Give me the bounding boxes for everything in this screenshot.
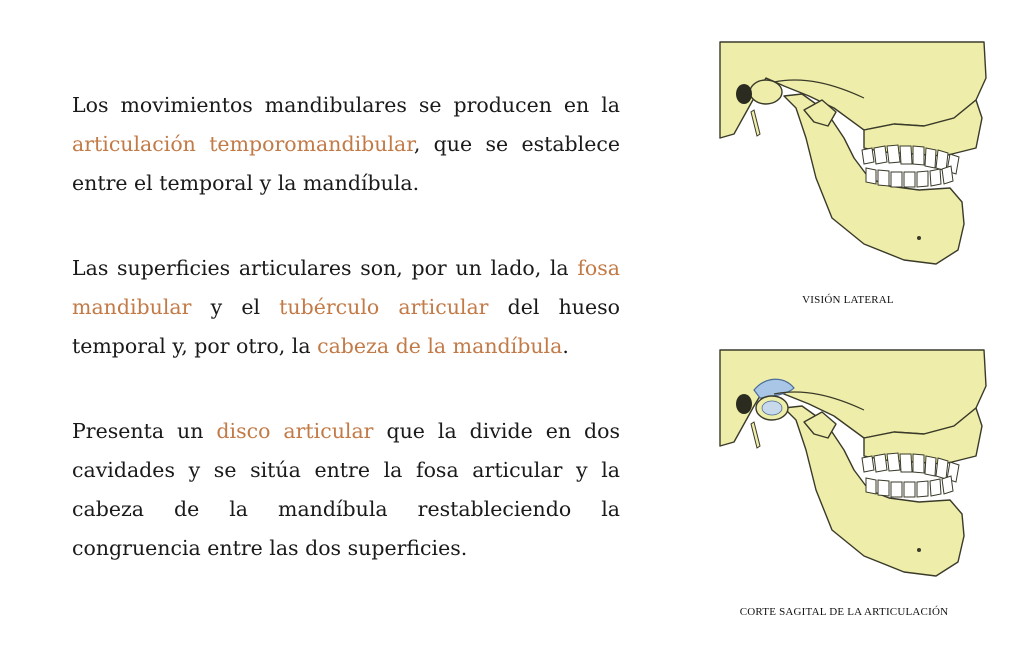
paragraph-1 bbox=[72, 86, 620, 203]
paragraph-text: . bbox=[562, 334, 569, 358]
paragraph-text: que la divide en dos cavidades y se sitúa entre la fosa articular y la cabeza de la mandíbula restableciendo la congruencia entre las dos superficies. bbox=[72, 419, 620, 560]
skull-lateral-illustration bbox=[714, 38, 994, 274]
sagittal-section-figure bbox=[714, 346, 994, 586]
highlighted-term: fosa mandibular bbox=[72, 256, 620, 319]
lateral-view-figure bbox=[714, 38, 994, 274]
highlighted-term: cabeza de la mandíbula bbox=[317, 334, 563, 358]
paragraph-text: Las superficies articulares son, por un lado, la bbox=[72, 256, 578, 280]
paragraph-text: , que se establece entre el temporal y la mandíbula. bbox=[72, 132, 620, 195]
highlighted-term: disco articular bbox=[216, 419, 374, 443]
paragraph-text: del hueso temporal y, por otro, la bbox=[72, 295, 620, 358]
paragraph-text: Presenta un bbox=[72, 419, 217, 443]
highlighted-term: tubérculo articular bbox=[279, 295, 489, 319]
text-column bbox=[72, 86, 620, 614]
paragraph-text: y el bbox=[191, 295, 280, 319]
paragraph-2 bbox=[72, 249, 620, 366]
paragraph-text: Los movimientos mandibulares se producen en la bbox=[72, 93, 620, 117]
caption-lateral-view: VISIÓN LATERAL bbox=[802, 294, 894, 306]
highlighted-term: articulación temporomandibular bbox=[72, 132, 414, 156]
caption-sagittal-section: CORTE SAGITAL DE LA ARTICULACIÓN bbox=[739, 606, 949, 618]
paragraph-3 bbox=[72, 412, 620, 568]
skull-sagittal-illustration bbox=[714, 346, 994, 586]
